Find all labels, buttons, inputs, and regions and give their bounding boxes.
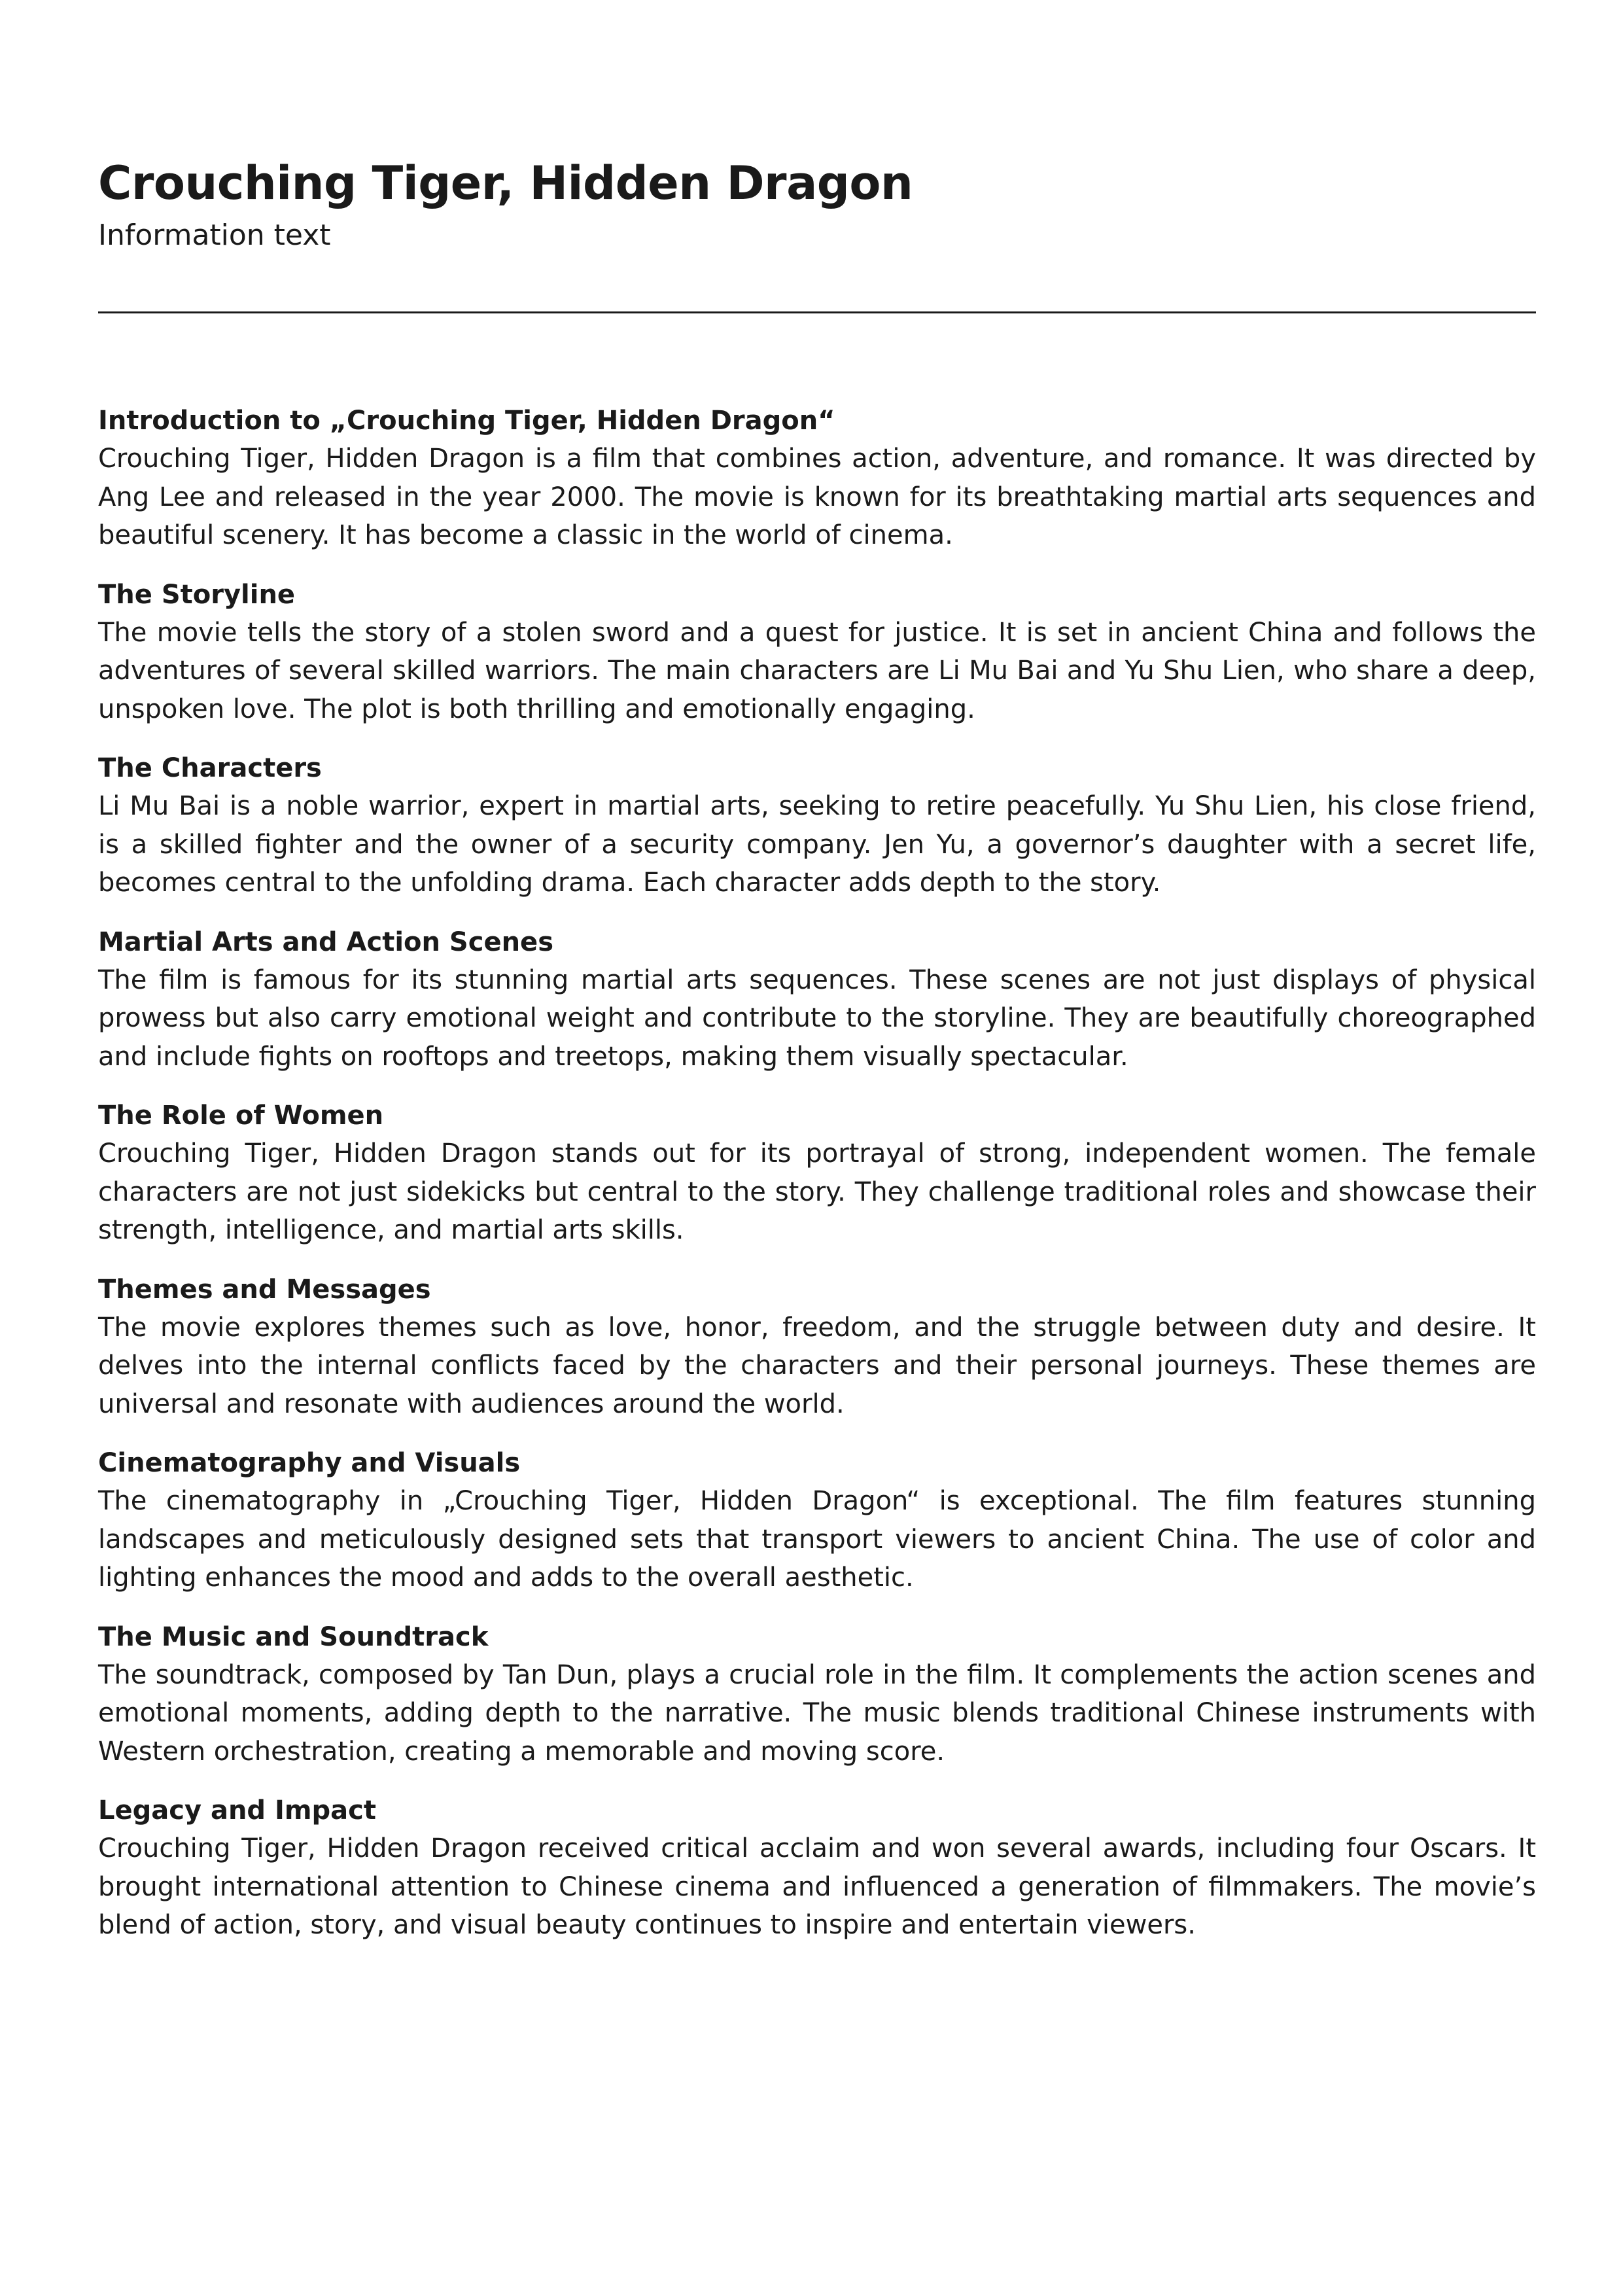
section-themes <box>98 1271 1536 1424</box>
section-storyline <box>98 576 1536 729</box>
section-heading: Legacy and Impact <box>98 1795 376 1826</box>
section-music <box>98 1618 1536 1771</box>
section-body: The movie tells the story of a stolen sword and a quest for justice. It is set in ancient China and follows the adventures of several skilled warriors. The main characters are Li Mu Bai and Yu Shu Lien, who share a deep, unspoken love. The plot is both thrilling and emotionally engaging. <box>98 617 1536 724</box>
section-heading: The Music and Soundtrack <box>98 1621 489 1652</box>
section-body: The film is famous for its stunning martial arts sequences. These scenes are not just displays of physical prowess but also carry emotional weight and contribute to the storyline. They are beautifully choreographed and include fights on rooftops and treetops, making them visually spectacular. <box>98 964 1536 1072</box>
section-cinematography <box>98 1444 1536 1597</box>
document-title: Crouching Tiger, Hidden Dragon <box>98 156 913 210</box>
section-heading: Introduction to „Crouching Tiger, Hidden Dragon“ <box>98 406 835 436</box>
section-heading: The Storyline <box>98 579 296 610</box>
section-heading: Cinematography and Visuals <box>98 1448 521 1478</box>
section-martial-arts <box>98 923 1536 1076</box>
sections-container <box>98 402 1536 1966</box>
section-heading: The Characters <box>98 753 322 783</box>
section-heading: Themes and Messages <box>98 1274 431 1305</box>
section-heading: The Role of Women <box>98 1101 384 1131</box>
section-body: Crouching Tiger, Hidden Dragon stands out for its portrayal of strong, independent women. The female characters are not just sidekicks but central to the story. They challenge traditional roles and showcase their strength, intelligence, and martial arts skills. <box>98 1139 1536 1245</box>
section-body: The soundtrack, composed by Tan Dun, plays a crucial role in the film. It complements the action scenes and emotional moments, adding depth to the narrative. The music blends traditional Chinese instruments with Western orchestration, creating a memorable and moving score. <box>98 1659 1536 1767</box>
section-body: Li Mu Bai is a noble warrior, expert in martial arts, seeking to retire peacefully. Yu Shu Lien, his close friend, is a skilled fighter and the owner of a security company. Jen Yu, a governor’s daughter with a secret life, becomes central to the unfolding drama. Each character adds depth to the story. <box>98 791 1536 898</box>
section-body: The cinematography in „Crouching Tiger, Hidden Dragon“ is exceptional. The film features stunning landscapes and meticulously designed sets that transport viewers to ancient China. The use of color and lighting enhances the mood and adds to the overall aesthetic. <box>98 1486 1536 1593</box>
section-body: Crouching Tiger, Hidden Dragon is a film that combines action, adventure, and romance. It was directed by Ang Lee and released in the year 2000. The movie is known for its breathtaking martial arts sequences and beautiful scenery. It has become a classic in the world of cinema. <box>98 444 1536 550</box>
title-divider <box>98 311 1536 313</box>
section-body: The movie explores themes such as love, honor, freedom, and the struggle between duty and desire. It delves into the internal conflicts faced by the characters and their personal journeys. These themes are universal and resonate with audiences around the world. <box>98 1312 1536 1419</box>
section-role-of-women <box>98 1097 1536 1250</box>
document-subtitle: Information text <box>98 219 331 252</box>
section-body: Crouching Tiger, Hidden Dragon received critical acclaim and won several awards, including four Oscars. It brought international attention to Chinese cinema and influenced a generation of filmmakers. The movie’s blend of action, story, and visual beauty continues to inspire and entertain viewers. <box>98 1833 1536 1940</box>
section-introduction <box>98 402 1536 555</box>
section-characters <box>98 749 1536 902</box>
section-legacy <box>98 1792 1536 1945</box>
section-heading: Martial Arts and Action Scenes <box>98 927 553 957</box>
